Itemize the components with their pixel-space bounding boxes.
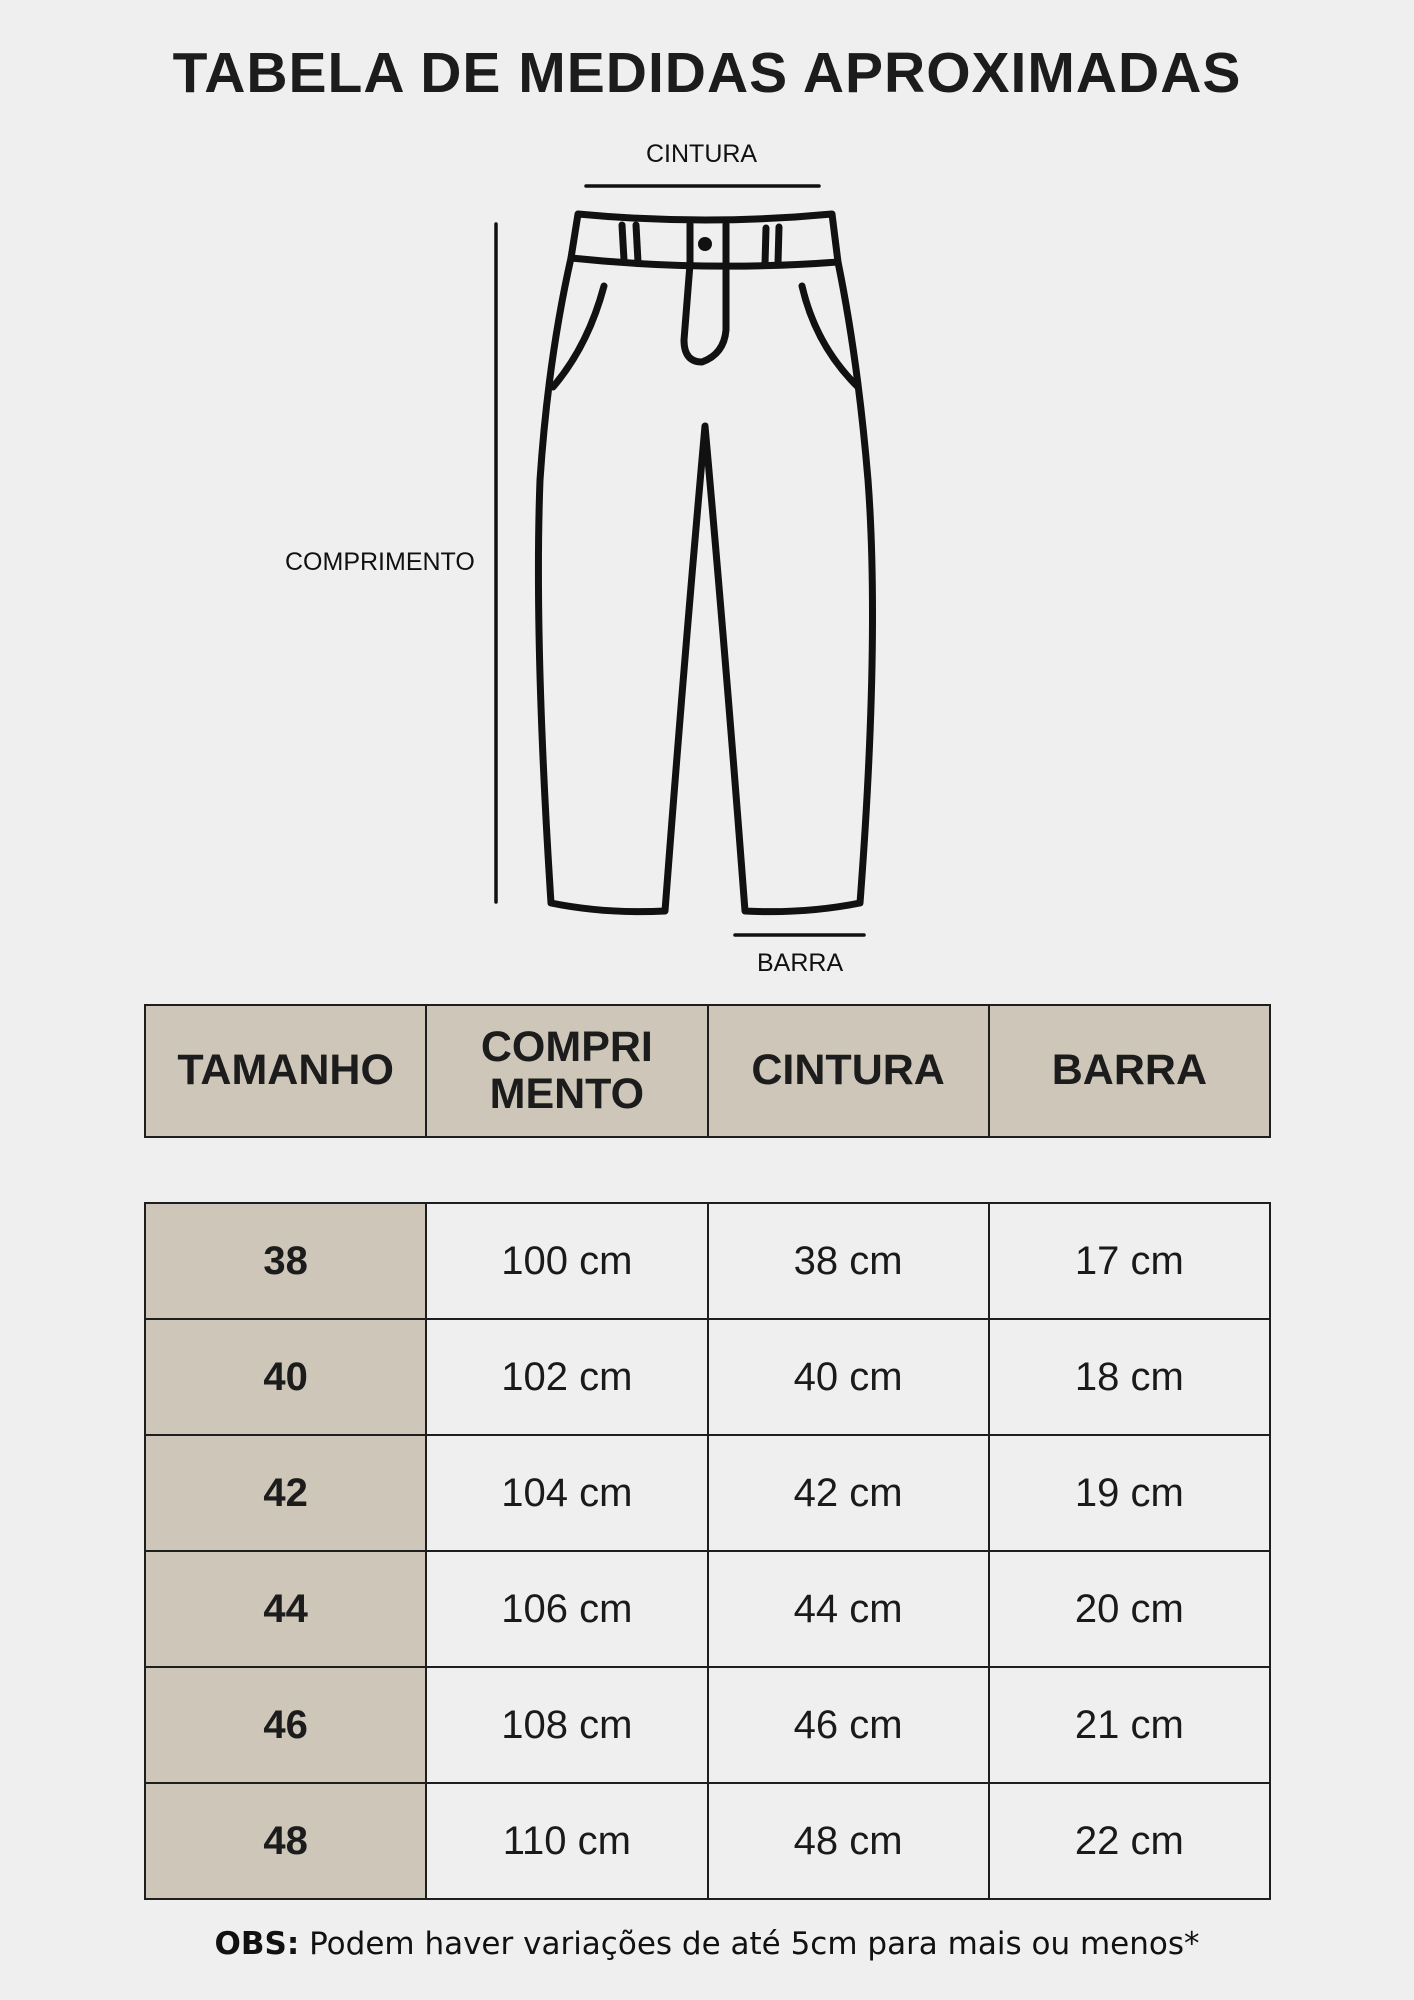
footnote-text: Podem haver variações de até 5cm para mais ou menos*: [299, 1926, 1200, 1962]
hem-cell: 20 cm: [989, 1551, 1270, 1667]
length-cell: 102 cm: [426, 1319, 707, 1435]
size-cell: 48: [145, 1783, 426, 1899]
header-size: TAMANHO: [145, 1005, 426, 1137]
footnote: [0, 1926, 1414, 1962]
header-hem: BARRA: [989, 1005, 1270, 1137]
waist-cell: 38 cm: [708, 1203, 989, 1319]
size-table-header: [144, 1004, 1271, 1138]
waist-label: CINTURA: [646, 140, 758, 168]
header-length: COMPRI MENTO: [426, 1005, 707, 1137]
waist-cell: 44 cm: [708, 1551, 989, 1667]
size-cell: 42: [145, 1435, 426, 1551]
length-cell: 106 cm: [426, 1551, 707, 1667]
table-row: [145, 1319, 1270, 1435]
hem-cell: 19 cm: [989, 1435, 1270, 1551]
table-row: [145, 1783, 1270, 1899]
hem-cell: 22 cm: [989, 1783, 1270, 1899]
table-row: [145, 1435, 1270, 1551]
waist-cell: 48 cm: [708, 1783, 989, 1899]
hem-cell: 21 cm: [989, 1667, 1270, 1783]
waist-cell: 42 cm: [708, 1435, 989, 1551]
fly: [684, 264, 726, 362]
size-cell: 44: [145, 1551, 426, 1667]
size-table: [144, 1202, 1271, 1900]
waist-cell: 40 cm: [708, 1319, 989, 1435]
length-cell: 110 cm: [426, 1783, 707, 1899]
pants-outline: [538, 258, 872, 912]
waist-cell: 46 cm: [708, 1667, 989, 1783]
length-label: COMPRIMENTO: [285, 548, 475, 576]
table-row: [145, 1203, 1270, 1319]
size-cell: 38: [145, 1203, 426, 1319]
hem-label: BARRA: [757, 949, 844, 977]
length-cell: 108 cm: [426, 1667, 707, 1783]
table-row: [145, 1667, 1270, 1783]
button-icon: [698, 237, 712, 251]
length-cell: 100 cm: [426, 1203, 707, 1319]
hem-cell: 18 cm: [989, 1319, 1270, 1435]
size-cell: 46: [145, 1667, 426, 1783]
header-waist: CINTURA: [708, 1005, 989, 1137]
page-title: TABELA DE MEDIDAS APROXIMADAS: [172, 41, 1242, 105]
table-row: [145, 1551, 1270, 1667]
length-cell: 104 cm: [426, 1435, 707, 1551]
size-cell: 40: [145, 1319, 426, 1435]
hem-cell: 17 cm: [989, 1203, 1270, 1319]
footnote-prefix: OBS:: [214, 1926, 300, 1962]
